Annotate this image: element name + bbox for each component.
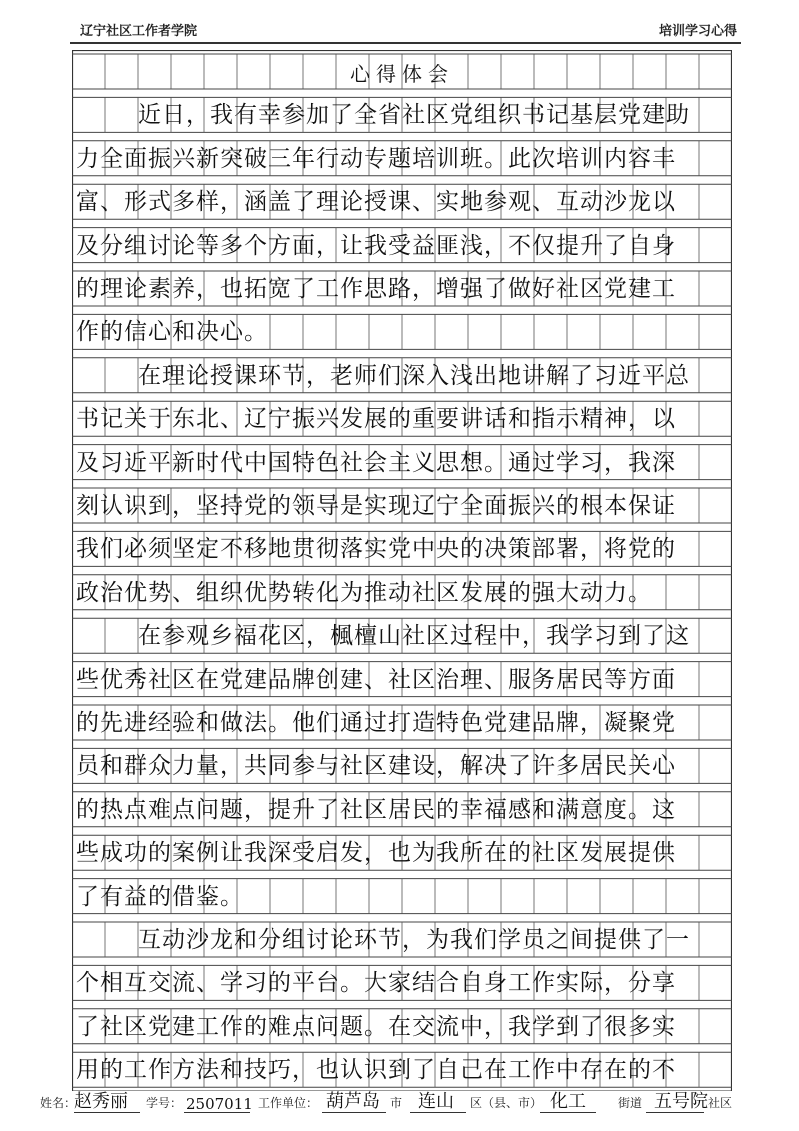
district-value: 连山 — [418, 1091, 454, 1112]
student-id-underline — [184, 1112, 250, 1113]
essay-line: 在参观乡福花区，楓檀山社区过程中，我学习到了这 — [138, 623, 690, 650]
document-type-header: 培训学习心得 — [658, 24, 737, 39]
city-label: 市 — [390, 1096, 403, 1110]
district-underline — [410, 1112, 466, 1113]
student-id-value: 2507011 — [186, 1095, 253, 1113]
essay-line: 富、形式多样，涵盖了理论授课、实地参观、互动沙龙以 — [76, 189, 676, 216]
street-label: 街道 — [618, 1096, 643, 1110]
essay-line: 的热点难点问题，提升了社区居民的幸福感和满意度。这 — [76, 796, 676, 823]
essay-line: 我们必须坚定不移地贯彻落实党中央的决策部署，将党的 — [76, 536, 676, 563]
name-underline — [74, 1112, 140, 1113]
essay-line: 了社区党建工作的难点问题。在交流中，我学到了很多实 — [76, 1013, 676, 1040]
city-value: 葫芦岛 — [326, 1091, 380, 1112]
essay-line: 的理论素养，也拓宽了工作思路，增强了做好社区党建工 — [76, 276, 676, 302]
essay-line: 刻认识到，坚持党的领导是实现辽宁全面振兴的根本保证 — [76, 493, 676, 519]
district-label: 区（县、市） — [470, 1096, 543, 1110]
essay-line: 个相互交流、学习的平台。大家结合自身工作实际，分享 — [76, 970, 676, 997]
community-value: 五号院 — [654, 1091, 708, 1112]
essay-line: 在理论授课环节，老师们深入浅出地讲解了习近平总 — [138, 362, 690, 389]
institution-header: 辽宁社区工作者学院 — [80, 24, 198, 39]
essay-line: 些优秀社区在党建品牌创建、社区治理、服务居民等方面 — [76, 666, 676, 693]
header-rule — [70, 42, 741, 44]
essay-line: 员和群众力量，共同参与社区建设，解决了许多居民关心 — [76, 753, 676, 780]
community-underline — [646, 1112, 704, 1113]
essay-line: 互动沙龙和分组讨论环节，为我们学员之间提供了一 — [138, 927, 690, 953]
street-underline — [540, 1112, 596, 1113]
student-id-label: 学号： — [146, 1096, 183, 1110]
essay-title: 心得体会 — [350, 62, 454, 86]
work-unit-label: 工作单位： — [258, 1096, 319, 1110]
student-info-footer — [40, 1085, 739, 1121]
essay-line: 政治优势、组织优势转化为推动社区发展的强大动力。 — [76, 579, 652, 606]
essay-line: 及习近平新时代中国特色社会主义思想。通过学习，我深 — [76, 449, 676, 476]
community-label: 社区 — [708, 1096, 733, 1110]
essay-line: 书记关于东北、辽宁振兴发展的重要讲话和指示精神，以 — [76, 406, 676, 433]
essay-line: 些成功的案例让我深受启发，也为我所在的社区发展提供 — [76, 840, 676, 867]
essay-line: 的先进经验和做法。他们通过打造特色党建品牌，凝聚党 — [76, 710, 676, 736]
name-value: 赵秀丽 — [74, 1091, 128, 1112]
essay-line: 及分组讨论等多个方面，让我受益匪浅，不仅提升了自身 — [76, 232, 676, 259]
essay-line: 近日，我有幸参加了全省社区党组织书记基层党建助 — [138, 102, 690, 129]
essay-line: 了有益的借鉴。 — [76, 883, 244, 910]
essay-line: 用的工作方法和技巧，也认识到了自己在工作中存在的不 — [76, 1057, 676, 1084]
essay-line: 力全面振兴新突破三年行动专题培训班。此次培训内容丰 — [76, 145, 676, 172]
street-value: 化工 — [550, 1091, 586, 1112]
city-underline — [322, 1112, 386, 1113]
name-label: 姓名： — [40, 1096, 77, 1110]
manuscript-grid-paper — [72, 50, 732, 1091]
essay-line: 作的信心和决心。 — [76, 319, 268, 346]
